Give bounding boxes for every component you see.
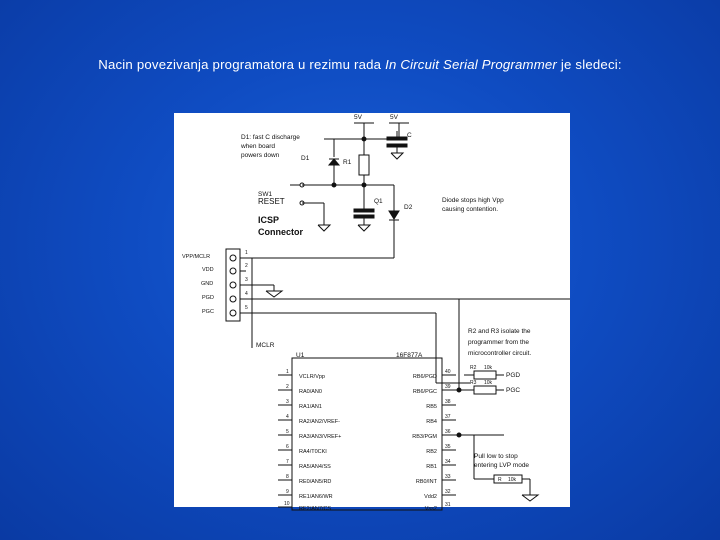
right-pin-1: RB6/PGD (412, 374, 437, 380)
reset-label: RESET (258, 197, 285, 206)
slide-title (0, 57, 720, 72)
left-pin-3: RA1/AN1 (299, 404, 322, 410)
right-pin-8: RB0/INT (415, 479, 437, 485)
supply-2-label: 5V (390, 114, 398, 121)
conn-num-1: 1 (245, 250, 248, 256)
left-num-9: 9 (286, 489, 289, 495)
mclr-label: MCLR (256, 342, 275, 349)
note-isolate-3: microcontroller circuit. (468, 350, 532, 357)
note-discharge-3: powers down (241, 152, 280, 159)
right-pin-2: RB6/PGC (412, 389, 437, 395)
icsp-title-2: Connector (258, 227, 303, 237)
note-pull-1: Pull low to stop (474, 453, 518, 460)
d2-label: D2 (404, 204, 413, 211)
right-pin-3: RB5 (426, 404, 437, 410)
left-num-1: 1 (286, 369, 289, 375)
icsp-title-1: ICSP (258, 215, 280, 225)
r-pull-label: R (498, 477, 502, 483)
left-pin-4: RA2/AN2/VREF- (299, 419, 340, 425)
note-discharge-1: D1: fast C discharge (241, 134, 300, 141)
wires (226, 123, 570, 510)
r2-label: R2 (470, 365, 477, 371)
chip-left-pins (299, 374, 341, 512)
left-pin-2: RA0/AN0 (299, 389, 322, 395)
q1-label: Q1 (374, 198, 383, 205)
pgd-out-label: PGD (506, 372, 521, 379)
schematic-drawing (174, 113, 570, 512)
right-num-7: 34 (445, 459, 451, 465)
conn-pin-pgd: PGD (202, 295, 214, 301)
left-pin-lines (278, 375, 292, 507)
sw1-label: SW1 (258, 191, 273, 198)
right-num-8: 33 (445, 474, 451, 480)
right-num-4: 37 (445, 414, 451, 420)
supply-1-label: 5V (354, 114, 362, 121)
note-diode-1: Diode stops high Vpp (442, 197, 504, 204)
r-pull-value: 10k (508, 477, 517, 483)
chip-right-pins (412, 374, 437, 512)
left-num-5: 5 (286, 429, 289, 435)
chip-label: 16F877A (396, 352, 423, 359)
right-num-5: 36 (445, 429, 451, 435)
title-suffix: je sledeci: (560, 57, 622, 72)
conn-num-4: 4 (245, 291, 248, 297)
left-pin-10: RE2/AN7/CS (299, 506, 332, 512)
conn-num-5: 5 (245, 305, 248, 311)
u1-label: U1 (296, 352, 305, 359)
right-num-2: 39 (445, 384, 451, 390)
right-num-9: 32 (445, 489, 451, 495)
right-pin-9: Vdd2 (424, 494, 437, 500)
conn-pin-pgc: PGC (202, 309, 214, 315)
right-pin-10: Vss2 (424, 506, 437, 512)
conn-pin-gnd: GND (201, 281, 214, 287)
title-prefix: Nacin povezivanja programatora u rezimu rada (98, 57, 382, 72)
cap-c-label: C (407, 132, 412, 139)
left-num-10: 10 (284, 501, 290, 507)
d1-label: D1 (301, 155, 310, 162)
left-num-3: 3 (286, 399, 289, 405)
right-pin-5: RB3/PGM (412, 434, 437, 440)
note-pull-2: entering LVP mode (474, 462, 530, 469)
right-pin-4: RB4 (426, 419, 437, 425)
right-num-3: 38 (445, 399, 451, 405)
conn-num-2: 2 (245, 263, 248, 269)
left-pin-8: RE0/AN5/RD (299, 479, 332, 485)
conn-num-3: 3 (245, 277, 248, 283)
right-pin-7: RB1 (426, 464, 437, 470)
left-pin-5: RA3/AN3/VREF+ (299, 434, 342, 440)
right-num-10: 31 (445, 502, 451, 508)
conn-pin-vpp: VPP/MCLR (182, 254, 211, 260)
conn-pin-vdd: VDD (202, 267, 214, 273)
r3-label: R3 (470, 380, 477, 386)
left-pin-9: RE1/AN6/WR (299, 494, 333, 500)
right-num-1: 40 (445, 369, 451, 375)
right-pin-6: RB2 (426, 449, 437, 455)
left-pin-7: RA5/AN4/SS (299, 464, 331, 470)
icsp-schematic (174, 113, 570, 512)
r2-value: 10k (484, 365, 493, 371)
chip-right-numbers (445, 369, 451, 508)
note-isolate-1: R2 and R3 isolate the (468, 328, 531, 335)
note-isolate-2: programmer from the (468, 339, 530, 346)
left-num-8: 8 (286, 474, 289, 480)
left-num-2: 2 (286, 384, 289, 390)
title-emphasis: In Circuit Serial Programmer (385, 57, 558, 72)
left-pin-1: VCLR/Vpp (299, 374, 325, 380)
right-pin-lines (442, 375, 504, 495)
left-num-7: 7 (286, 459, 289, 465)
r3-value: 10k (484, 380, 493, 386)
note-diode-2: causing contention. (442, 206, 499, 213)
note-discharge-2: when board (241, 143, 275, 150)
right-num-6: 35 (445, 444, 451, 450)
pgc-out-label: PGC (506, 387, 521, 394)
left-pin-6: RA4/T0CKI (299, 449, 327, 455)
r1-label: R1 (343, 159, 352, 166)
left-num-4: 4 (286, 414, 289, 420)
left-num-6: 6 (286, 444, 289, 450)
